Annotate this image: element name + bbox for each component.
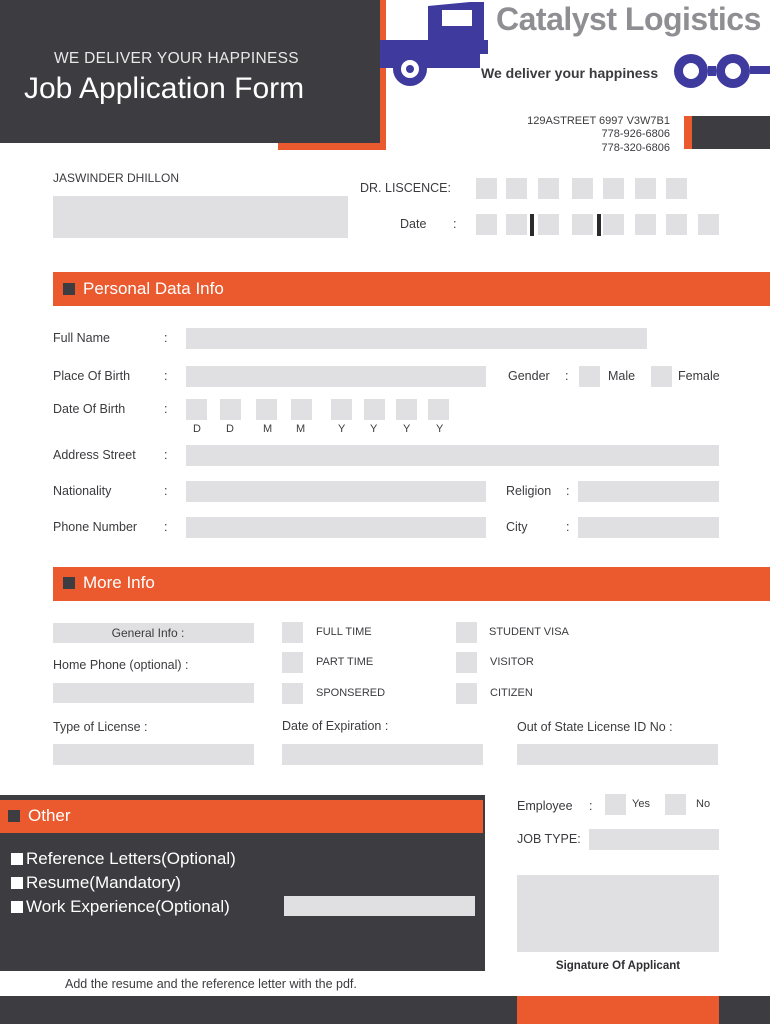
licence-label: DR. LISCENCE: bbox=[360, 181, 451, 195]
section-bullet-icon bbox=[63, 577, 75, 589]
section-bullet-icon bbox=[8, 810, 20, 822]
date-box[interactable] bbox=[603, 214, 624, 235]
colon: : bbox=[566, 484, 570, 498]
header-banner bbox=[0, 0, 380, 143]
colon: : bbox=[164, 402, 168, 416]
checklist-item[interactable] bbox=[11, 849, 236, 869]
religion-label: Religion bbox=[506, 484, 552, 498]
phone-label: Phone Number bbox=[53, 520, 138, 534]
company-slogan: We deliver your happiness bbox=[481, 65, 659, 81]
contact-phone-2: 778-320-6806 bbox=[601, 142, 670, 154]
licence-box[interactable] bbox=[635, 178, 656, 199]
dob-box[interactable] bbox=[396, 399, 417, 420]
dob-letter: Y bbox=[403, 423, 411, 435]
section-personal-header bbox=[53, 272, 770, 306]
page-title: Job Application Form bbox=[24, 72, 305, 105]
colon: : bbox=[565, 369, 569, 383]
dob-box[interactable] bbox=[256, 399, 277, 420]
employee-yes-checkbox[interactable] bbox=[605, 794, 626, 815]
checkbox-icon[interactable] bbox=[11, 901, 23, 913]
dob-letter: M bbox=[263, 423, 273, 435]
dob-letter: D bbox=[193, 423, 201, 435]
female-label: Female bbox=[678, 369, 720, 383]
out-of-state-field[interactable] bbox=[517, 744, 718, 765]
place-of-birth-label: Place Of Birth bbox=[53, 369, 131, 383]
date-box[interactable] bbox=[666, 214, 687, 235]
header-tagline: WE DELIVER YOUR HAPPINESS bbox=[54, 50, 299, 67]
gender-label: Gender bbox=[508, 369, 550, 383]
signature-label: Signature Of Applicant bbox=[555, 960, 681, 972]
citizen-label: CITIZEN bbox=[490, 687, 533, 699]
female-checkbox[interactable] bbox=[651, 366, 672, 387]
full-time-checkbox[interactable] bbox=[282, 622, 303, 643]
contact-address: 129ASTREET 6997 V3W7B1 bbox=[527, 115, 670, 127]
checklist-item[interactable] bbox=[11, 873, 181, 893]
general-info-field bbox=[53, 623, 254, 643]
checklist-label: Work Experience(Optional) bbox=[26, 897, 230, 916]
job-type-label: JOB TYPE: bbox=[517, 832, 581, 846]
signature-field[interactable] bbox=[517, 875, 719, 952]
checklist-label: Resume(Mandatory) bbox=[26, 873, 181, 892]
male-checkbox[interactable] bbox=[579, 366, 600, 387]
employee-no-checkbox[interactable] bbox=[665, 794, 686, 815]
applicant-name-field[interactable] bbox=[53, 196, 348, 238]
licence-box[interactable] bbox=[476, 178, 497, 199]
section-more-header bbox=[53, 567, 770, 601]
date-of-birth-label: Date Of Birth bbox=[53, 402, 126, 416]
dob-box[interactable] bbox=[291, 399, 312, 420]
colon: : bbox=[589, 799, 593, 813]
licence-box[interactable] bbox=[538, 178, 559, 199]
colon: : bbox=[164, 369, 168, 383]
date-separator bbox=[597, 214, 601, 236]
nationality-label: Nationality bbox=[53, 484, 112, 498]
dob-box[interactable] bbox=[364, 399, 385, 420]
date-label: Date bbox=[400, 217, 427, 231]
licence-box[interactable] bbox=[603, 178, 624, 199]
city-label: City bbox=[506, 520, 528, 534]
expiration-label: Date of Expiration : bbox=[282, 719, 389, 733]
dob-box[interactable] bbox=[186, 399, 207, 420]
expiration-field[interactable] bbox=[282, 744, 483, 765]
license-type-field[interactable] bbox=[53, 744, 254, 765]
student-visa-label: STUDENT VISA bbox=[489, 626, 569, 638]
full-name-label: Full Name bbox=[53, 331, 110, 345]
full-time-label: FULL TIME bbox=[316, 626, 372, 638]
general-info-label: General Info : bbox=[111, 626, 185, 640]
address-field[interactable] bbox=[186, 445, 719, 466]
place-of-birth-field[interactable] bbox=[186, 366, 486, 387]
company-name: Catalyst Logistics bbox=[496, 1, 761, 37]
student-visa-checkbox[interactable] bbox=[456, 622, 477, 643]
religion-field[interactable] bbox=[578, 481, 719, 502]
checkbox-icon[interactable] bbox=[11, 877, 23, 889]
job-type-field[interactable] bbox=[589, 829, 719, 850]
sponsered-checkbox[interactable] bbox=[282, 683, 303, 704]
dob-letter: M bbox=[296, 423, 306, 435]
visitor-label: VISITOR bbox=[490, 656, 534, 668]
checklist-item[interactable] bbox=[11, 897, 230, 917]
out-of-state-label: Out of State License ID No : bbox=[517, 720, 673, 734]
dob-box[interactable] bbox=[220, 399, 241, 420]
male-label: Male bbox=[608, 369, 636, 383]
part-time-label: PART TIME bbox=[316, 656, 374, 668]
home-phone-field[interactable] bbox=[53, 683, 254, 703]
contact-phone-1: 778-926-6806 bbox=[601, 128, 670, 140]
date-separator bbox=[530, 214, 534, 236]
address-label: Address Street bbox=[53, 448, 136, 462]
visitor-checkbox[interactable] bbox=[456, 652, 477, 673]
colon: : bbox=[566, 520, 570, 534]
home-phone-label: Home Phone (optional) : bbox=[53, 658, 189, 672]
colon: : bbox=[164, 520, 168, 534]
checklist-label: Reference Letters(Optional) bbox=[26, 849, 236, 868]
colon: : bbox=[164, 484, 168, 498]
section-other-header bbox=[0, 800, 483, 833]
work-experience-field[interactable] bbox=[284, 896, 475, 916]
license-type-label: Type of License : bbox=[53, 720, 148, 734]
licence-box[interactable] bbox=[666, 178, 687, 199]
sponsered-label: SPONSERED bbox=[316, 687, 386, 699]
applicant-name-label: JASWINDER DHILLON bbox=[53, 171, 180, 185]
section-more-title: More Info bbox=[83, 573, 155, 592]
full-name-field[interactable] bbox=[186, 328, 647, 349]
yes-label: Yes bbox=[632, 798, 650, 810]
date-box[interactable] bbox=[635, 214, 656, 235]
checkbox-icon[interactable] bbox=[11, 853, 23, 865]
dob-letter: D bbox=[226, 423, 234, 435]
attachment-note: Add the resume and the reference letter with the pdf. bbox=[65, 977, 357, 991]
nationality-field[interactable] bbox=[186, 481, 486, 502]
contact-dark-block bbox=[692, 116, 770, 149]
footer-accent bbox=[517, 996, 719, 1024]
dob-box[interactable] bbox=[331, 399, 352, 420]
dob-letter: Y bbox=[338, 423, 346, 435]
dob-box[interactable] bbox=[428, 399, 449, 420]
date-colon: : bbox=[453, 217, 457, 231]
date-box[interactable] bbox=[538, 214, 559, 235]
citizen-checkbox[interactable] bbox=[456, 683, 477, 704]
dob-letter: Y bbox=[436, 423, 444, 435]
colon: : bbox=[164, 331, 168, 345]
licence-box[interactable] bbox=[572, 178, 593, 199]
section-personal-title: Personal Data Info bbox=[83, 279, 224, 298]
date-box[interactable] bbox=[698, 214, 719, 235]
no-label: No bbox=[696, 798, 711, 810]
phone-field[interactable] bbox=[186, 517, 486, 538]
city-field[interactable] bbox=[578, 517, 719, 538]
licence-box[interactable] bbox=[506, 178, 527, 199]
date-box[interactable] bbox=[476, 214, 497, 235]
date-box[interactable] bbox=[572, 214, 593, 235]
section-other-title: Other bbox=[28, 806, 71, 825]
date-box[interactable] bbox=[506, 214, 527, 235]
employee-label: Employee bbox=[517, 799, 573, 813]
section-bullet-icon bbox=[63, 283, 75, 295]
dob-letter: Y bbox=[370, 423, 378, 435]
colon: : bbox=[164, 448, 168, 462]
part-time-checkbox[interactable] bbox=[282, 652, 303, 673]
